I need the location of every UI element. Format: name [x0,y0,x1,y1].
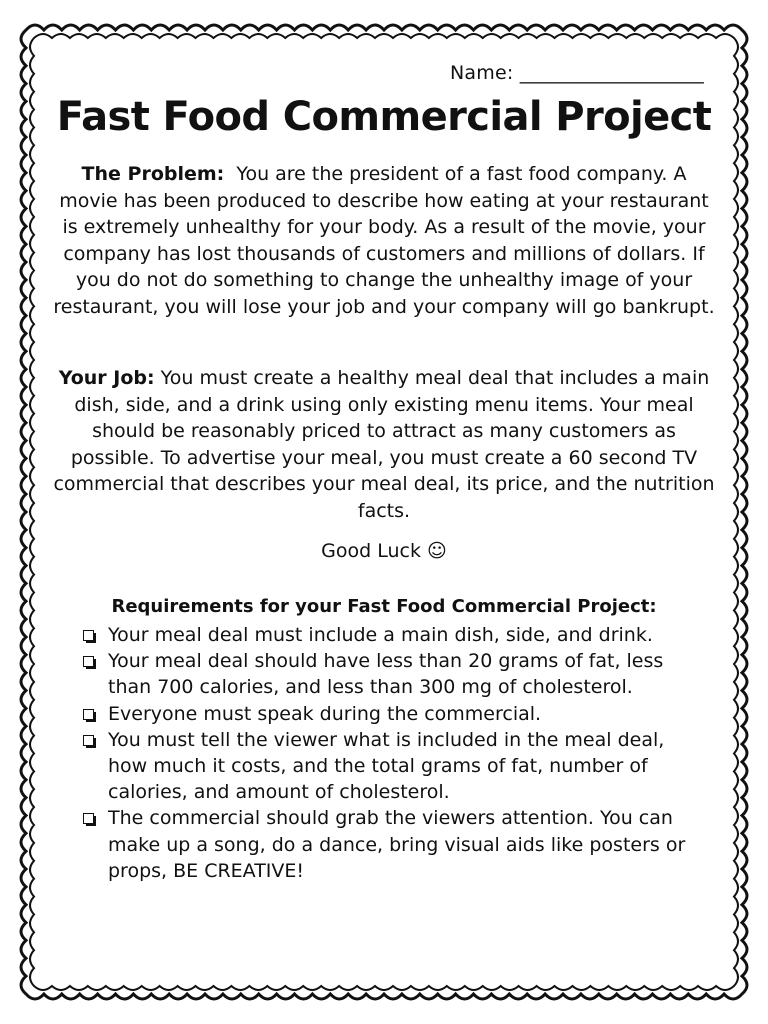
page-title: Fast Food Commercial Project [56,94,712,140]
requirement-item [80,648,700,700]
requirements-title: Requirements for your Fast Food Commercial Project: [111,596,657,617]
requirement-item [80,727,700,806]
checkbox-icon [83,735,94,746]
checkbox-icon [83,656,94,667]
checkbox-icon [83,709,94,720]
job-text: You must create a healthy meal deal that includes a main dish, side, and a drink using only existing menu items. Your meal should be reasonably priced to attract as many customers as possible. To advertise your meal, you must create a 60 second TV commercial that describes your meal deal, its price, and the nutrition facts. [53,367,715,522]
requirements-list [80,622,700,884]
problem-text: You are the president of a fast food company. A movie has been produced to describe how eating at your restaurant is extremely unhealthy for your body. As a result of the movie, your company has lost thousands of customers and millions of dollars. If you do not do something to change the unhealthy image of your restaurant, you will lose your job and your company will go bankrupt. [53,163,715,318]
requirement-text: The commercial should grab the viewers attention. You can make up a song, do a dance, bring visual aids like posters or props, BE CREATIVE! [108,807,686,882]
requirement-text: Your meal deal must include a main dish, side, and drink. [108,624,653,646]
good-luck-text: Good Luck ☺ [321,540,447,562]
problem-label: The Problem: [81,163,225,185]
requirement-item [80,622,700,648]
requirement-text: Everyone must speak during the commercial. [108,702,542,725]
job-label: Your Job: [58,367,155,389]
requirement-text: You must tell the viewer what is included in the meal deal, how much it costs, and the total grams of fat, number of calories, and amount of cholesterol. [108,728,665,804]
problem-paragraph [52,161,716,320]
requirement-text: Your meal deal should have less than 20 grams of fat, less than 700 calories, and less than 300 mg of cholesterol. [108,650,664,699]
requirement-item [80,701,700,727]
checkbox-icon [83,630,94,641]
name-field: Name: ___________________ [450,62,704,84]
job-paragraph [52,365,716,524]
checkbox-icon [83,813,94,824]
requirement-item [80,805,700,884]
